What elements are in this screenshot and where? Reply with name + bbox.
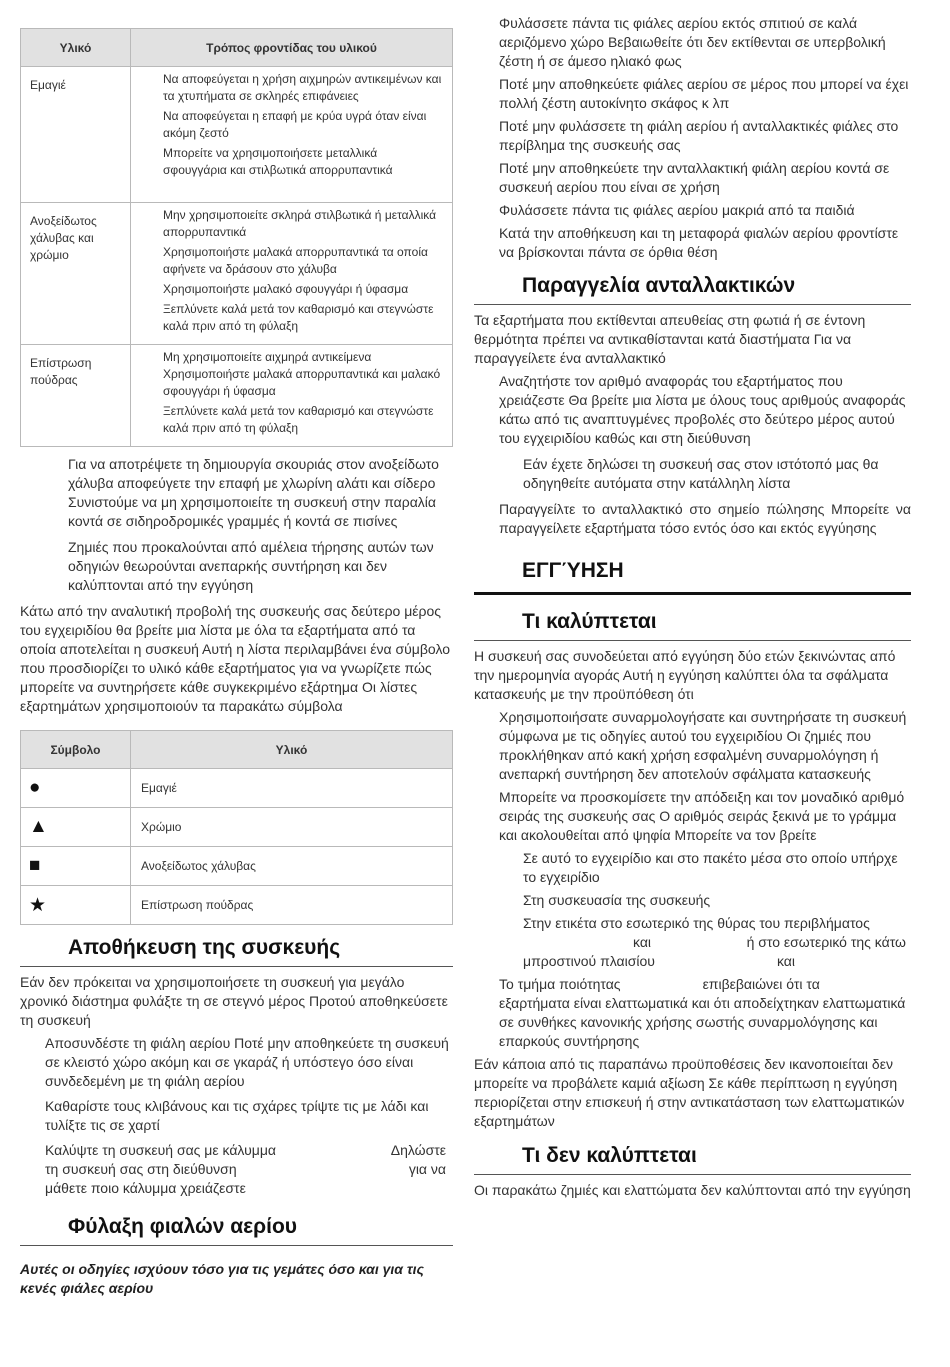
serial-location: Σε αυτό το εγχειρίδιο και στο πακέτο μέσα στο οποίο υπήρχε το εγχειρίδιο [523,850,898,885]
symbol-material: Χρώμιο [131,808,453,847]
table-row [21,769,453,808]
label-text: και [633,934,652,950]
care-line: Ξεπλύνετε καλά μετά τον καθαρισμό και στεγνώστε καλά πριν από τη φύλαξη [163,404,434,435]
storage-item: Καθαρίστε τους κλιβάνους και τις σχάρες τρίψτε τις με λάδι και τυλίξτε τις σε χαρτί [45,1098,429,1133]
materials-care-table [20,28,453,447]
quality-text: Το τμήμα ποιότητας [499,976,621,992]
spare-subitem: Εάν έχετε δηλώσει τη συσκευή σας στον ιστότοπό μας θα οδηγηθείτε αυτόματα στην κατάλληλη λίστα [523,456,879,491]
gas-item: Φυλάσσετε πάντα τις φιάλες αερίου εκτός σπιτιού σε καλά αεριζόμενο χώρο Βεβαιωθείτε ότι δεν εκτίθενται σε υπερβολική ζέστη ή σε άμεσο ηλιακό φως [499,15,886,69]
care-line: Να αποφεύγεται η επαφή με κρύα υγρά όταν είναι ακόμη ζεστό [163,109,427,140]
table-header-row [21,731,453,769]
serial-location: Στη συσκευασία της συσκευής [523,892,711,908]
spare-intro: Τα εξαρτήματα που εκτίθενται απευθείας στη φωτιά ή σε έντονη θερμότητα πρέπει να αντικαθίστανται κατά διαστήματα Για να παραγγείλετε ένα ανταλλακτικό [474,312,866,366]
material-name: Επίστρωση πούδρας [21,345,131,447]
table-row [21,808,453,847]
warranty-heading: ΕΓΓΎΗΣΗ [474,558,911,595]
cover-text: μάθετε ποιο κάλυμμα χρειάζεστε [45,1180,246,1196]
gas-item: Ποτέ μην αποθηκεύετε την ανταλλακτική φιάλη αερίου κοντά σε συσκευή αερίου που είναι σε χρήση [499,160,890,195]
care-line: Μην χρησιμοποιείτε σκληρά στιλβωτικά ή μεταλλικά απορρυπαντικά [163,208,437,239]
storage-heading: Αποθήκευση της συσκευής [20,935,453,967]
care-cell [131,203,453,345]
symbols-table [20,730,453,925]
care-line: Μπορείτε να χρησιμοποιήσετε μεταλλικά σφουγγάρια και στιλβωτικά απορρυπαντικά [163,146,393,177]
damage-paragraph: Ζημιές που προκαλούνται από αμέλεια τήρησης αυτών των οδηγιών θεωρούνται ανεπαρκής συντήρηση και δεν καλύπτονται από την εγγύηση [68,539,434,593]
table-row [21,345,453,447]
quality-text: επιβεβαιώνει ότι τα [702,976,820,992]
table-row [21,203,453,345]
symbol-material: Ανοξείδωτος χάλυβας [131,847,453,886]
triangle-icon: ▲ [21,808,131,847]
table-header-row [21,29,453,67]
symbol-material: Εμαγιέ [131,769,453,808]
serial-location-label [474,914,911,971]
corrosion-paragraph: Για να αποτρέψετε τη δημιουργία σκουριάς στον ανοξείδωτο χάλυβα αποφεύγετε την επαφή με χλωρίνη αλάτι και σίδερο Συνιστούμε να μη χρησιμοποιείτε τη συσκευή στην παραλία κοντά σε σιδηροδρομικές γραμμές ή κοντά σε πισίνες [68,456,439,529]
right-column [474,14,911,1200]
label-text: μπροστινού πλαισίου [523,953,655,969]
gas-item: Φυλάσσετε πάντα τις φιάλες αερίου μακριά από τα παιδιά [499,202,855,218]
header-material: Υλικό [21,29,131,67]
spare-item: Αναζητήστε τον αριθμό αναφοράς του εξαρτήματος που χρειάζεστε Θα βρείτε μια λίστα με όλους τους αριθμούς αναφοράς κάτω από τις αναπτυγμένες προβολές στο δεύτερο μέρος αυτού του εγχειριδίου καθώς και στη διεύθυνση [499,373,906,446]
spare-parts-heading: Παραγγελία ανταλλακτικών [474,273,911,305]
header-material: Υλικό [131,731,453,769]
gas-note: Αυτές οι οδηγίες ισχύουν τόσο για τις γεμάτες όσο και για τις κενές φιάλες αερίου [20,1261,424,1296]
label-text: ή στο εσωτερικό της κάτω [746,934,906,950]
square-icon: ■ [21,847,131,886]
storage-item: Αποσυνδέστε τη φιάλη αερίου Ποτέ μην αποθηκεύετε τη συσκευή σε κλειστό χώρο ακόμη και σε γκαράζ ή υπόστεγο όσο είναι συνδεδεμένη με τη φιάλη αερίου [45,1035,449,1089]
covered-outro: Εάν κάποια από τις παραπάνω προϋποθέσεις δεν ικανοποιείται δεν μπορείτε να προβάλετε καμιά αξίωση Σε κάθε περίπτωση η εγγύηση περιορίζεται στην επισκευή ή στην αντικατάσταση των ελαττωματικών εξαρτημάτων [474,1056,905,1129]
care-cell [131,67,453,203]
table-row [21,67,453,203]
care-line: Μη χρησιμοποιείτε αιχμηρά αντικείμενα [163,350,372,364]
gas-item: Κατά την αποθήκευση και τη μεταφορά φιαλών αερίου φροντίστε να βρίσκονται πάντα σε όρθια θέση [499,225,899,260]
gas-storage-heading: Φύλαξη φιαλών αερίου [20,1214,453,1246]
spare-order: Παραγγείλτε το ανταλλακτικό στο σημείο πώλησης Μπορείτε να παραγγείλετε εξαρτήματα τόσο εντός όσο και εκτός εγγύησης [499,501,911,536]
table-row [21,886,453,925]
label-text: και [776,953,795,969]
care-line: Να αποφεύγεται η χρήση αιχμηρών αντικειμένων και τα χτυπήματα σε σκληρές επιφάνειες [163,72,442,103]
not-covered-heading: Τι δεν καλύπτεται [474,1143,911,1175]
covered-intro: Η συσκευή σας συνοδεύεται από εγγύηση δύο ετών ξεκινώντας από την ημερομηνία αγοράς Αυτή η εγγύηση καλύπτει όλα τα σφάλματα κατασκευής με την προϋπόθεση ότι [474,648,896,702]
care-line: Χρησιμοποιήστε μαλακό σφουγγάρι ή ύφασμα [163,282,409,296]
header-symbol: Σύμβολο [21,731,131,769]
not-covered-intro: Οι παρακάτω ζημιές και ελαττώματα δεν καλύπτονται από την εγγύηση [474,1182,911,1198]
cover-text: για να [408,1161,446,1177]
cover-text: τη συσκευή σας στη διεύθυνση [45,1161,237,1177]
symbol-material: Επίστρωση πούδρας [131,886,453,925]
left-column [20,28,453,1298]
header-care: Τρόπος φροντίδας του υλικού [131,29,453,67]
cover-item [20,1141,453,1198]
star-icon: ★ [21,886,131,925]
circle-icon: ● [21,769,131,808]
care-line: Χρησιμοποιήστε μαλακά απορρυπαντικά τα οποία αφήνετε να δράσουν στο χάλυβα [163,245,428,276]
label-text: Στην ετικέτα στο εσωτερικό της θύρας του περιβλήματος [523,915,870,931]
cover-text: Δηλώστε [390,1142,446,1158]
storage-intro: Εάν δεν πρόκειται να χρησιμοποιήσετε τη συσκευή για μεγάλο χρονικό διάστημα φυλάξτε τη σε στεγνό μέρος Προτού αποθηκεύσετε τη συσκευή [20,974,448,1028]
care-line: Ξεπλύνετε καλά μετά τον καθαρισμό και στεγνώστε καλά πριν από τη φύλαξη [163,302,434,333]
table-row [21,847,453,886]
parts-list-paragraph: Κάτω από την αναλυτική προβολή της συσκευής σας δεύτερο μέρος του εγχειριδίου θα βρείτε μια λίστα με όλα τα εξαρτήματα από τα οποία αποτελείται η συσκευή Αυτή η λίστα περιλαμβάνει ένα σύμβολο που προσδιορίζει το υλικό κάθε εξαρτήματος για να γνωρίζετε πώς μπορείτε να συντηρήσετε κάθε συγκεκριμένο εξάρτημα Οι λίστες εξαρτημάτων χρησιμοποιούν τα παρακάτω σύμβολα [20,603,451,714]
material-name: Εμαγιέ [21,67,131,203]
covered-heading: Τι καλύπτεται [474,609,911,641]
quality-item [474,975,911,1051]
covered-item: Μπορείτε να προσκομίσετε την απόδειξη και τον μοναδικό αριθμό σειράς της συσκευής σας Ο αριθμός σειράς ξεκινά με το γράμμα και ακολουθείται από ψηφία Μπορείτε να τον βρείτε [499,789,905,843]
care-line: Χρησιμοποιήστε μαλακά απορρυπαντικά και μαλακό σφουγγάρι ή ύφασμα [163,367,441,398]
material-name: Ανοξείδωτος χάλυβας και χρώμιο [21,203,131,345]
covered-item: Χρησιμοποιήσατε συναρμολογήσατε και συντηρήσατε τη συσκευή σύμφωνα με τις οδηγίες αυτού του εγχειριδίου Οι ζημιές που προκλήθηκαν από κακή χρήση εσφαλμένη συναρμολόγηση ή ανεπαρκή συντήρηση δεν αποτελούν σφάλματα κατασκευής [499,709,907,782]
gas-item: Ποτέ μην αποθηκεύετε φιάλες αερίου σε μέρος που μπορεί να έχει πολλή ζέστη αυτοκίνητο σκάφος κ λπ [499,76,909,111]
gas-item: Ποτέ μην φυλάσσετε τη φιάλη αερίου ή ανταλλακτικές φιάλες στο περίβλημα της συσκευής σας [499,118,899,153]
care-cell [131,345,453,447]
cover-text: Καλύψτε τη συσκευή σας με κάλυμμα [45,1142,276,1158]
quality-text: εξαρτήματα είναι ελαττωματικά και ότι αποδείχτηκαν ελαττωματικά σε συνθήκες κανονικής χρήσης σωστής συναρμολόγησης και επαρκούς συντήρησης [499,995,906,1049]
